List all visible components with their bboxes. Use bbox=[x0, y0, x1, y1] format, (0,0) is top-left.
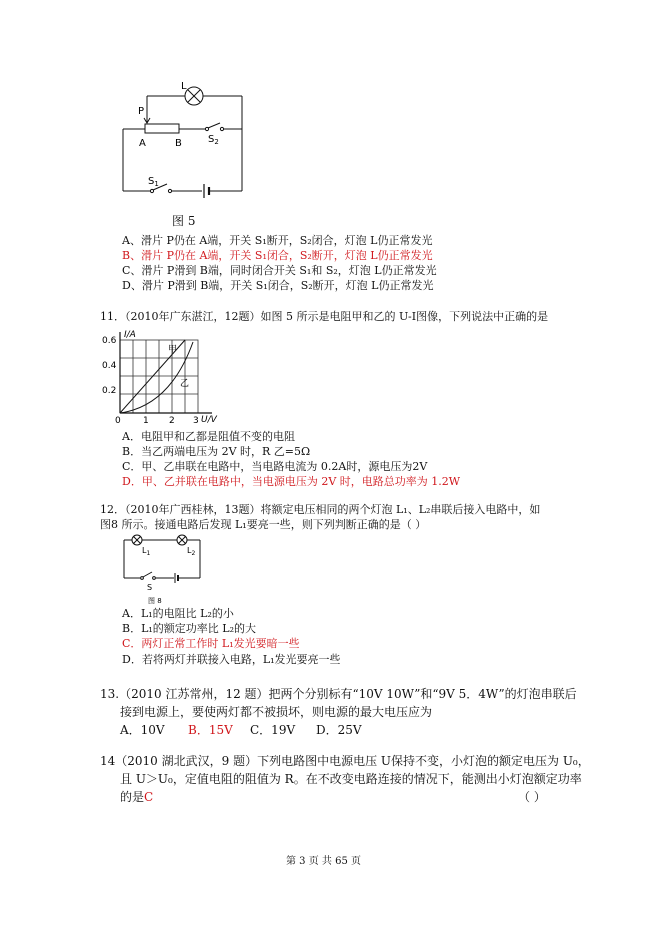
y-tick-04: 0.4 bbox=[102, 361, 117, 371]
q11-option-d: D．甲、乙并联在电路中，当电源电压为 2V 时，电路总功率为 1.2W bbox=[122, 475, 461, 488]
label-A: A bbox=[139, 138, 146, 149]
page-footer: 第 3 页 共 65 页 bbox=[286, 856, 361, 867]
label-L1: $L_1$ bbox=[142, 546, 151, 557]
ui-graph bbox=[100, 328, 220, 428]
q13-line2: 接到电源上，要使两灯都不被损坏，则电源的最大电压应为 bbox=[120, 705, 433, 719]
q11-option-c: C．甲、乙串联在电路中，当电路电流为 0.2A时，源电压为2V bbox=[122, 460, 428, 473]
q12-stem-line2: 图8 所示。接通电路后发现 L₁要亮一些，则下列判断正确的是（ ） bbox=[100, 518, 427, 531]
q10-option-a: A、滑片 P仍在 A端，开关 S₁断开，S₂闭合，灯泡 L仍正常发光 bbox=[122, 234, 433, 247]
q12-stem-line1: 12．（2010年广西桂林，13题）将额定电压相同的两个灯泡 L₁、L₂串联后接入电路中，如 bbox=[100, 503, 541, 516]
q10-option-d: D、滑片 P滑到 B端，开关 S₁闭合，S₂断开，灯泡 L仍正常发光 bbox=[122, 279, 434, 292]
q10-option-b: B、滑片 P仍在 A端，开关 S₁闭合，S₂断开，灯泡 L仍正常发光 bbox=[122, 249, 433, 262]
q14-line1: 14（2010 湖北武汉，9 题）下列电路图中电源电压 U保持不变，小灯泡的额定电压为 U₀， bbox=[100, 754, 590, 768]
q10-option-c: C、滑片 P滑到 B端，同时闭合开关 S₁和 S₂，灯泡 L仍正常发光 bbox=[122, 264, 437, 277]
q11-option-a: A．电阻甲和乙都是阻值不变的电阻 bbox=[122, 430, 295, 443]
curve-yi bbox=[120, 342, 193, 413]
y-axis-label: I/A bbox=[124, 330, 136, 340]
x-tick-1: 1 bbox=[143, 416, 149, 426]
circuit-figure-5 bbox=[115, 78, 255, 203]
q11-option-b: B．当乙两端电压为 2V 时，R 乙=5Ω bbox=[122, 445, 311, 458]
q14-bracket: （ ） bbox=[518, 790, 546, 804]
q14-answer: C bbox=[144, 790, 154, 804]
label-S1: $S_1$ bbox=[148, 176, 159, 188]
label-B: B bbox=[175, 138, 182, 149]
q13-option-d: D．25V bbox=[316, 723, 362, 737]
label-yi: 乙 bbox=[180, 379, 190, 389]
figure-5-caption: 图 5 bbox=[172, 214, 196, 228]
q13-line1: 13.（2010 江苏常州，12 题）把两个分别标有“10V 10W”和“9V 5．4W”的灯泡串联后 bbox=[100, 687, 577, 701]
q12-option-a: A．L₁的电阻比 L₂的小 bbox=[122, 607, 234, 620]
circuit-figure-8 bbox=[118, 530, 210, 608]
y-tick-06: 0.6 bbox=[102, 336, 117, 346]
q14-line3-prefix: 的是 bbox=[120, 790, 145, 804]
x-tick-0: 0 bbox=[115, 416, 121, 426]
label-S2: $S_2$ bbox=[208, 134, 219, 146]
x-axis-label: U/V bbox=[201, 415, 217, 425]
label-L: L bbox=[181, 81, 187, 92]
q12-option-d: D．若将两灯并联接入电路，L₁发光要亮一些 bbox=[122, 653, 341, 666]
figure-8-caption: 图 8 bbox=[148, 597, 162, 605]
label-L2: $L_2$ bbox=[187, 546, 196, 557]
label-S: S bbox=[147, 583, 153, 592]
q14-line3 bbox=[120, 789, 153, 805]
q13-option-a: A．10V bbox=[120, 723, 165, 737]
label-jia: 甲 bbox=[168, 345, 178, 355]
q11-stem: 11．（2010年广东湛江，12题）如图 5 所示是电阻甲和乙的 U-I图像，下列说法中正确的是 bbox=[100, 310, 549, 323]
x-tick-2: 2 bbox=[169, 416, 175, 426]
q13-option-b: B．15V bbox=[188, 723, 233, 737]
q13-option-c: C．19V bbox=[250, 723, 296, 737]
x-tick-3: 3 bbox=[193, 416, 199, 426]
label-P: P bbox=[138, 106, 145, 117]
q12-option-b: B．L₁的额定功率比 L₂的大 bbox=[122, 622, 257, 635]
q14-line2: 且 U＞U₀，定值电阻的阻值为 R。在不改变电路连接的情况下，能测出小灯泡额定功率 bbox=[120, 772, 582, 786]
q12-option-c: C．两灯正常工作时 L₁发光要暗一些 bbox=[122, 637, 300, 650]
y-tick-02: 0.2 bbox=[102, 386, 117, 396]
